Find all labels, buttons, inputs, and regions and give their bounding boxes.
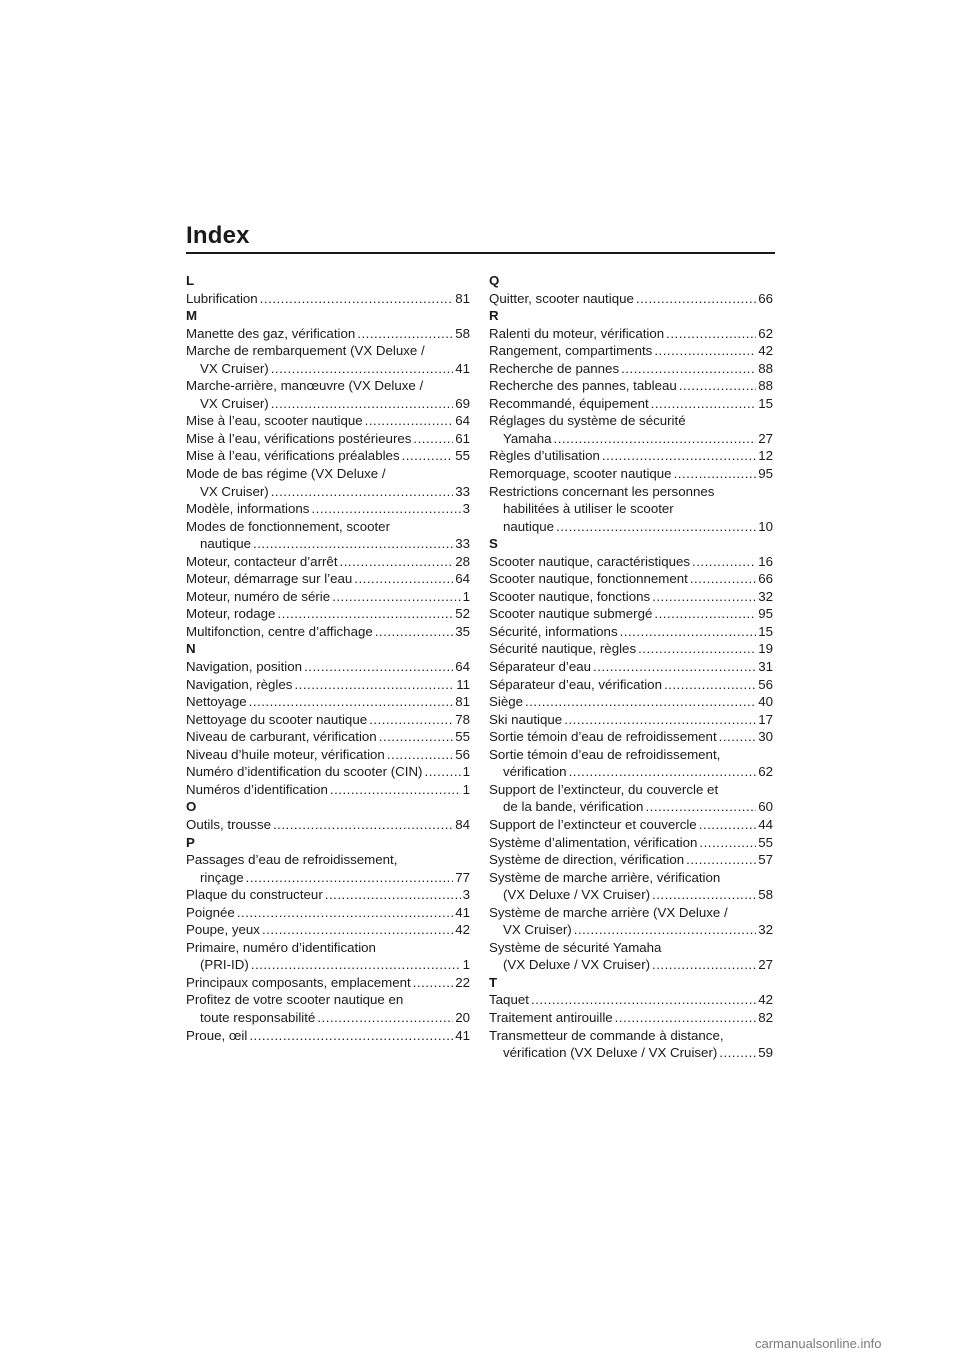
page-number: 69: [455, 395, 470, 411]
index-entry: [186, 623, 470, 641]
index-entry: [186, 711, 470, 729]
entry-text: Mise à l’eau, scooter nautique: [186, 413, 363, 429]
index-entry: [489, 991, 773, 1009]
leader-dots: [664, 676, 756, 694]
entry-text: Moteur, rodage: [186, 606, 276, 622]
page-number: 55: [455, 729, 470, 745]
leader-dots: [357, 325, 453, 343]
entry-text: Système de direction, vérification: [489, 852, 685, 868]
index-entry: [186, 904, 470, 922]
page-number: 40: [758, 694, 773, 710]
entry-text: Poupe, yeux: [186, 922, 260, 938]
index-entry: [489, 412, 773, 447]
leader-dots: [271, 483, 453, 501]
page-number: 1: [462, 764, 470, 780]
leader-dots: [719, 1044, 756, 1062]
page-number: 22: [455, 974, 470, 990]
page-number: 3: [462, 501, 470, 517]
entry-text: Support de l’extincteur et couvercle: [489, 816, 697, 832]
entry-text: Manette des gaz, vérification: [186, 325, 356, 341]
index-entry: [186, 851, 470, 886]
entry-text: Recherche des pannes, tableau: [489, 378, 677, 394]
entry-text: rinçage: [200, 869, 244, 885]
page-number: 60: [758, 799, 773, 815]
index-entry: [489, 447, 773, 465]
index-entry: [489, 728, 773, 746]
entry-text: Support de l’extincteur, du couvercle et: [489, 781, 719, 797]
index-entry: [186, 430, 470, 448]
footer-watermark: carmanualsonline.info: [755, 1336, 882, 1351]
page-number: 59: [758, 1045, 773, 1061]
page-number: 66: [758, 290, 773, 306]
page-number: 88: [758, 378, 773, 394]
page-number: 19: [758, 641, 773, 657]
page-number: 55: [455, 448, 470, 464]
index-entry: [186, 676, 470, 694]
entry-text: toute responsabilité: [200, 1009, 316, 1025]
page-number: 16: [758, 553, 773, 569]
leader-dots: [692, 553, 756, 571]
page-number: 64: [455, 571, 470, 587]
index-entry: [489, 676, 773, 694]
leader-dots: [379, 728, 454, 746]
leader-dots: [369, 711, 453, 729]
page-number: 61: [455, 430, 470, 446]
index-entry: [186, 500, 470, 518]
page-number: 81: [455, 290, 470, 306]
entry-text: Sécurité nautique, règles: [489, 641, 637, 657]
page-number: 55: [758, 834, 773, 850]
page-number: 32: [758, 588, 773, 604]
entry-text: Remorquage, scooter nautique: [489, 466, 672, 482]
leader-dots: [237, 904, 453, 922]
page-number: 32: [758, 922, 773, 938]
page-number: 15: [758, 395, 773, 411]
leader-dots: [271, 360, 453, 378]
page-number: 56: [455, 746, 470, 762]
entry-text: Ralenti du moteur, vérification: [489, 325, 665, 341]
entry-text: Sécurité, informations: [489, 623, 618, 639]
entry-text: Nettoyage: [186, 694, 247, 710]
index-entry: [489, 640, 773, 658]
index-entry: [186, 570, 470, 588]
page-number: 95: [758, 466, 773, 482]
page-number: 31: [758, 659, 773, 675]
index-entry: [186, 1027, 470, 1045]
entry-text: de la bande, vérification: [503, 799, 644, 815]
index-entry: [186, 412, 470, 430]
entry-text: Siège: [489, 694, 524, 710]
index-entry: [489, 623, 773, 641]
page-number: 35: [455, 623, 470, 639]
index-entry: [186, 605, 470, 623]
page-number: 41: [455, 1027, 470, 1043]
leader-dots: [602, 447, 756, 465]
page-number: 81: [455, 694, 470, 710]
entry-text: (VX Deluxe / VX Cruiser): [503, 957, 651, 973]
entry-text: Navigation, règles: [186, 676, 293, 692]
leader-dots: [679, 377, 756, 395]
page-number: 62: [758, 764, 773, 780]
entry-text: Primaire, numéro d’identification: [186, 939, 376, 955]
leader-dots: [638, 640, 756, 658]
page-number: 28: [455, 553, 470, 569]
entry-text: Système de marche arrière (VX Deluxe /: [489, 904, 728, 920]
leader-dots: [413, 974, 454, 992]
entry-text: Séparateur d’eau, vérification: [489, 676, 662, 692]
leader-dots: [652, 886, 756, 904]
index-entry: [186, 939, 470, 974]
index-entry: [489, 553, 773, 571]
page-number: 17: [758, 711, 773, 727]
index-entry: [186, 921, 470, 939]
entry-text: Moteur, numéro de série: [186, 588, 331, 604]
leader-dots: [402, 447, 454, 465]
page-number: 57: [758, 852, 773, 868]
index-entry: [489, 851, 773, 869]
entry-text: Traitement antirouille: [489, 1009, 613, 1025]
index-column-right: [489, 272, 773, 1062]
entry-text: nautique: [503, 518, 555, 534]
page-number: 95: [758, 606, 773, 622]
index-column-left: [186, 272, 470, 1044]
page-number: 66: [758, 571, 773, 587]
index-entry: [489, 1009, 773, 1027]
leader-dots: [375, 623, 453, 641]
index-entry: [186, 588, 470, 606]
entry-text: Restrictions concernant les personnes: [489, 483, 715, 499]
leader-dots: [531, 991, 756, 1009]
page-number: 3: [462, 887, 470, 903]
leader-dots: [699, 816, 757, 834]
entry-text: Réglages du système de sécurité: [489, 413, 686, 429]
entry-text: Yamaha: [503, 430, 552, 446]
entry-text: Recommandé, équipement: [489, 395, 649, 411]
page-number: 77: [455, 869, 470, 885]
index-entry: [489, 939, 773, 974]
index-entry: [489, 483, 773, 536]
entry-text: Navigation, position: [186, 659, 303, 675]
leader-dots: [621, 360, 756, 378]
entry-text: Mise à l’eau, vérifications préalables: [186, 448, 400, 464]
entry-text: Transmetteur de commande à distance,: [489, 1027, 724, 1043]
leader-dots: [636, 290, 756, 308]
leader-dots: [325, 886, 461, 904]
entry-text: Nettoyage du scooter nautique: [186, 711, 368, 727]
page-number: 42: [758, 992, 773, 1008]
leader-dots: [654, 605, 756, 623]
index-entry: [186, 447, 470, 465]
leader-dots: [251, 956, 461, 974]
entry-text: Recherche de pannes: [489, 360, 620, 376]
page-number: 58: [455, 325, 470, 341]
title-rule: [186, 252, 775, 254]
leader-dots: [277, 605, 453, 623]
index-entry: [489, 693, 773, 711]
entry-text: VX Cruiser): [200, 483, 269, 499]
leader-dots: [340, 553, 454, 571]
entry-text: Numéros d’identification: [186, 781, 328, 797]
page-number: 1: [462, 957, 470, 973]
index-entry: [489, 781, 773, 816]
leader-dots: [574, 921, 756, 939]
leader-dots: [354, 570, 453, 588]
entry-text: Lubrification: [186, 290, 258, 306]
index-entry: [489, 360, 773, 378]
index-entry: [489, 1027, 773, 1062]
entry-text: vérification (VX Deluxe / VX Cruiser): [503, 1045, 718, 1061]
leader-dots: [332, 588, 460, 606]
leader-dots: [554, 430, 757, 448]
entry-text: Moteur, contacteur d’arrêt: [186, 553, 338, 569]
section-letter: R: [489, 308, 499, 324]
leader-dots: [365, 412, 454, 430]
page-number: 78: [455, 711, 470, 727]
index-entry: [186, 290, 470, 308]
page-number: 41: [455, 904, 470, 920]
index-entry: [489, 570, 773, 588]
page-number: 30: [758, 729, 773, 745]
index-entry: [489, 342, 773, 360]
leader-dots: [569, 763, 757, 781]
page-number: 82: [758, 1009, 773, 1025]
page-number: 64: [455, 413, 470, 429]
leader-dots: [253, 535, 453, 553]
section-letter: S: [489, 536, 498, 552]
entry-text: Moteur, démarrage sur l’eau: [186, 571, 353, 587]
leader-dots: [249, 693, 454, 711]
entry-text: (VX Deluxe / VX Cruiser): [503, 887, 651, 903]
leader-dots: [690, 570, 756, 588]
entry-text: Mode de bas régime (VX Deluxe /: [186, 466, 386, 482]
leader-dots: [615, 1009, 757, 1027]
section-letter: T: [489, 974, 498, 990]
leader-dots: [273, 816, 453, 834]
index-entry: [186, 781, 470, 799]
entry-text: Niveau d’huile moteur, vérification: [186, 746, 385, 762]
page-number: 27: [758, 430, 773, 446]
leader-dots: [525, 693, 756, 711]
section-letter: M: [186, 308, 198, 324]
index-entry: [186, 342, 470, 377]
page-number: 41: [455, 360, 470, 376]
entry-text: Marche-arrière, manœuvre (VX Deluxe /: [186, 378, 424, 394]
entry-text: vérification: [503, 764, 567, 780]
leader-dots: [674, 465, 757, 483]
entry-text: Système de marche arrière, vérification: [489, 869, 721, 885]
page-number: 42: [455, 922, 470, 938]
leader-dots: [593, 658, 756, 676]
page-number: 33: [455, 536, 470, 552]
entry-text: Modes de fonctionnement, scooter: [186, 518, 391, 534]
page-number: 27: [758, 957, 773, 973]
leader-dots: [294, 676, 454, 694]
leader-dots: [620, 623, 757, 641]
index-entry: [489, 816, 773, 834]
entry-text: Scooter nautique, caractéristiques: [489, 553, 691, 569]
page-number: 15: [758, 623, 773, 639]
leader-dots: [564, 711, 756, 729]
index-entry: [489, 325, 773, 343]
page-title: Index: [186, 222, 250, 249]
entry-text: Multifonction, centre d’affichage: [186, 623, 373, 639]
entry-text: Niveau de carburant, vérification: [186, 729, 377, 745]
section-letter: Q: [489, 273, 500, 288]
index-entry: [489, 711, 773, 729]
leader-dots: [425, 763, 461, 781]
leader-dots: [249, 1027, 453, 1045]
leader-dots: [652, 956, 756, 974]
page-number: 62: [758, 325, 773, 341]
page-number: 20: [455, 1009, 470, 1025]
entry-text: Taquet: [489, 992, 529, 1008]
index-entry: [489, 605, 773, 623]
leader-dots: [317, 1009, 453, 1027]
index-entry: [186, 763, 470, 781]
index-entry: [186, 816, 470, 834]
index-entry: [186, 518, 470, 553]
entry-text: (PRI-ID): [200, 957, 249, 973]
entry-text: VX Cruiser): [200, 360, 269, 376]
page-number: 1: [462, 781, 470, 797]
entry-text: Scooter nautique submergé: [489, 606, 653, 622]
page-number: 88: [758, 360, 773, 376]
section-letter: L: [186, 273, 195, 288]
index-entry: [186, 377, 470, 412]
leader-dots: [699, 834, 756, 852]
index-entry: [186, 728, 470, 746]
entry-text: Scooter nautique, fonctions: [489, 588, 651, 604]
leader-dots: [719, 728, 757, 746]
index-entry: [489, 377, 773, 395]
entry-text: Poignée: [186, 904, 235, 920]
leader-dots: [330, 781, 461, 799]
leader-dots: [651, 395, 757, 413]
leader-dots: [311, 500, 460, 518]
entry-text: Quitter, scooter nautique: [489, 290, 634, 306]
index-entry: [489, 869, 773, 904]
leader-dots: [666, 325, 756, 343]
entry-text: Ski nautique: [489, 711, 563, 727]
entry-text: Système d’alimentation, vérification: [489, 834, 698, 850]
entry-text: Passages d’eau de refroidissement,: [186, 852, 398, 868]
section-letter: O: [186, 799, 197, 815]
entry-text: Séparateur d’eau: [489, 659, 592, 675]
entry-text: Scooter nautique, fonctionnement: [489, 571, 688, 587]
page-number: 1: [462, 588, 470, 604]
index-entry: [489, 834, 773, 852]
index-entry: [489, 395, 773, 413]
leader-dots: [260, 290, 454, 308]
leader-dots: [652, 588, 756, 606]
index-entry: [186, 325, 470, 343]
entry-text: Rangement, compartiments: [489, 343, 653, 359]
entry-text: Modèle, informations: [186, 501, 310, 517]
entry-text: Outils, trousse: [186, 816, 271, 832]
entry-text: Profitez de votre scooter nautique en: [186, 992, 404, 1008]
entry-text: habilitées à utiliser le scooter: [503, 501, 674, 517]
index-entry: [489, 588, 773, 606]
index-entry: [186, 693, 470, 711]
index-entry: [489, 658, 773, 676]
entry-text: Sortie témoin d’eau de refroidissement,: [489, 746, 721, 762]
index-entry: [186, 553, 470, 571]
entry-text: Mise à l’eau, vérifications postérieures: [186, 430, 412, 446]
entry-text: Sortie témoin d’eau de refroidissement: [489, 729, 717, 745]
page-number: 64: [455, 659, 470, 675]
section-letter: P: [186, 834, 195, 850]
section-letter: N: [186, 641, 196, 657]
leader-dots: [387, 746, 453, 764]
leader-dots: [413, 430, 453, 448]
index-entry: [186, 886, 470, 904]
index-entry: [186, 658, 470, 676]
leader-dots: [556, 518, 756, 536]
entry-text: Plaque du constructeur: [186, 887, 323, 903]
index-entry: [186, 465, 470, 500]
leader-dots: [304, 658, 453, 676]
entry-text: Principaux composants, emplacement: [186, 974, 411, 990]
leader-dots: [686, 851, 756, 869]
page-number: 44: [758, 816, 773, 832]
index-entry: [489, 904, 773, 939]
leader-dots: [246, 869, 454, 887]
entry-text: Règles d’utilisation: [489, 448, 600, 464]
entry-text: nautique: [200, 536, 252, 552]
leader-dots: [645, 798, 756, 816]
entry-text: Numéro d’identification du scooter (CIN): [186, 764, 423, 780]
entry-text: VX Cruiser): [503, 922, 572, 938]
index-entry: [489, 746, 773, 781]
page-number: 33: [455, 483, 470, 499]
leader-dots: [262, 921, 453, 939]
entry-text: Proue, œil: [186, 1027, 248, 1043]
page-number: 11: [456, 676, 470, 692]
entry-text: VX Cruiser): [200, 395, 269, 411]
page-number: 42: [758, 343, 773, 359]
leader-dots: [654, 342, 756, 360]
page-number: 84: [455, 816, 470, 832]
page-number: 12: [758, 448, 773, 464]
index-entry: [489, 465, 773, 483]
page-number: 56: [758, 676, 773, 692]
index-entry: [186, 974, 470, 992]
entry-text: Système de sécurité Yamaha: [489, 939, 662, 955]
entry-text: Marche de rembarquement (VX Deluxe /: [186, 343, 425, 359]
page-number: 58: [758, 887, 773, 903]
index-entry: [186, 991, 470, 1026]
page-number: 52: [455, 606, 470, 622]
page-number: 10: [758, 518, 773, 534]
index-entry: [186, 746, 470, 764]
leader-dots: [271, 395, 453, 413]
index-entry: [489, 290, 773, 308]
